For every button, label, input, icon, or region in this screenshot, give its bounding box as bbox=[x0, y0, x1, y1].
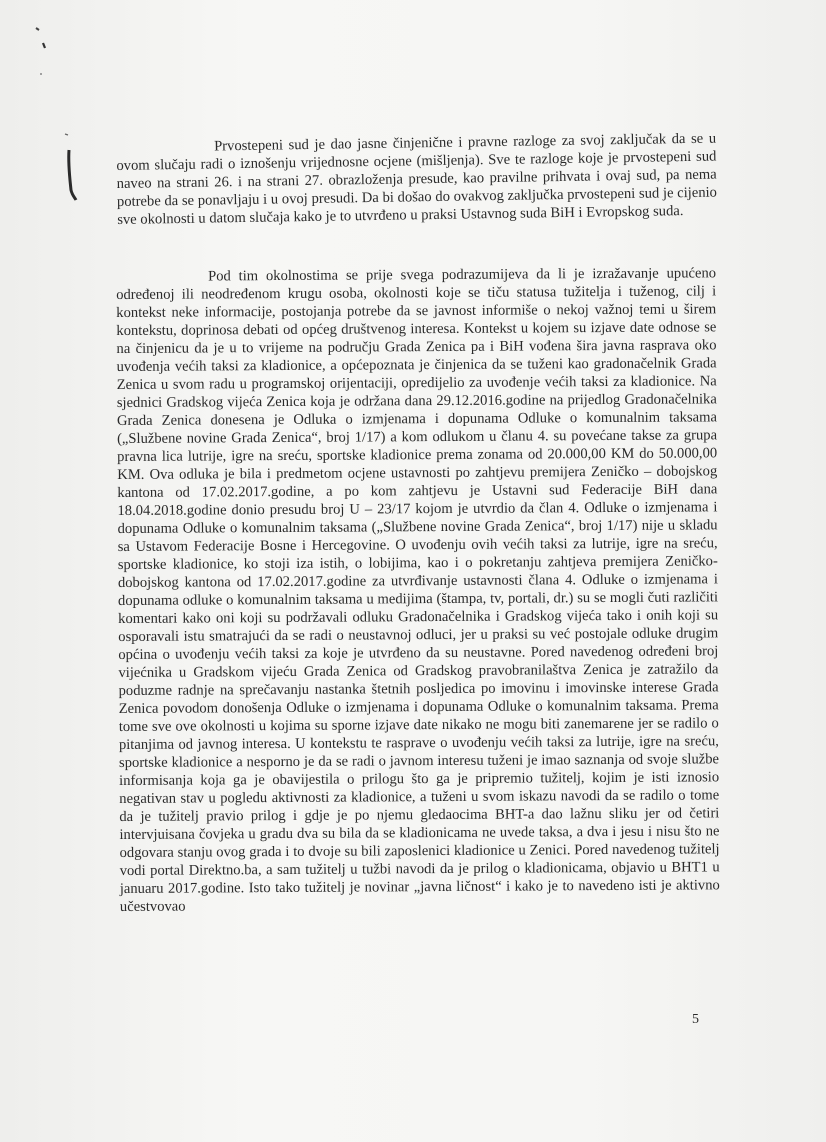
binding-mark-icon bbox=[56, 130, 86, 210]
paragraph-1: Prvostepeni sud je dao jasne činjenične i pravne razloge za svoj zaključak da se u ovom slučaju radi o iznošenju vrijednosne ocjene (mišljenja). Sve te razloge koje je prvostepeni sud naveo na strani 26. i na strani 27. obrazloženja presude, kao pravilne prihvata i ovaj sud, pa nema potrebe da se ponavljaju i u ovoj presudi. Da bi došao do ovakvog zaključka prvostepeni sud je cijenio sve okolnosti u datom slučaja kako je to utvrđeno u praksi Ustavnog suda BiH i Evropskog suda. bbox=[116, 130, 718, 228]
staple-mark-icon bbox=[30, 22, 60, 82]
paragraph-2: Pod tim okolnostima se prije svega podrazumijeva da li je izražavanje upućeno određenoj ili neodređenom krugu osoba, okolnosti koje se tiču statusa tužitelja i tuženog, cilj i kontekst neke informacije, postojanja potrebe da se javnost informiše o nekoj važnoj temi u širem kontekstu, doprinosa debati od općeg društvenog interesa. Kontekst u kojem su izjave date odnose se na činjenicu da je u to vrijeme na području Grada Zenica pa i BiH vođena šira javna rasprava oko uvođenja većih taksi za kladionice, a općepoznata je činjenica da se tuženi kao gradonačelnik Grada Zenica u svom radu u programskoj orijentaciji, opredijelio za uvođenje većih taksi za kladionice. Na sjednici Gradskog vijeća Zenica koja je održana dana 29.12.2016.godine na prijedlog Gradonačelnika Grada Zenica donesena je Odluka o izmjenama i dopunama Odluke o komunalnim taksama („Službene novine Grada Zenica“, broj 1/17) a kom odlukom u članu 4. su povećane takse za grupa pravna lica lutrije, igre na sreću, sportske kladionice prema zonama od 20.000,00 KM do 50.000,00 KM. Ova odluka je bila i predmetom ocjene ustavnosti po zahtjevu premijera Zeničko – dobojskog kantona od 17.02.2017.godine, a po kom zahtjevu je Ustavni sud Federacije BiH dana 18.04.2018.godine donio presudu broj U – 23/17 kojom je utvrdio da član 4. Odluke o izmjenama i dopunama Odluke o komunalnim taksama („Službene novine Grada Zenica“, broj 1/17) nije u skladu sa Ustavom Federacije Bosne i Hercegovine. O uvođenju ovih većih taksi za lutrije, igre na sreću, sportske kladionice, ko stoji iza istih, o lobijima, kao i o pokretanju zahtjeva premijera Zeničko-dobojskog kantona od 17.02.2017.godine za utvrđivanje ustavnosti člana 4. Odluke o izmjenama i dopunama odluke o komunalnim taksama u medijima (štampa, tv, portali, dr.) su se mogli čuti različiti komentari kako oni koji su podržavali odluku Gradonačelnika i Gradskog vijeća tako i onih koji su osporavali istu smatrajući da se radi o neustavnoj odluci, jer u praksi su već postojale odluke drugim općina o uvođenju većih taksi za koje je utvrđeno da su neustavne. Pored navedenog određeni broj vijećnika u Gradskom vijeću Grada Zenica od Gradskog pravobranilaštva Zenica je zatražilo da poduzme radnje na sprečavanju nastanka štetnih posljedica po imovinu i imovinske interese Grada Zenica povodom donošenja Odluke o izmjenama i dopunama Odluke o komunalnim taksama. Prema tome sve ove okolnosti u kojima su sporne izjave date nikako ne mogu biti zanemarene jer se radilo o pitanjima od javnog interesa. U kontekstu te rasprave o uvođenju većih taksi za lutrije, igre na sreću, sportske kladionice a nesporno je da se radi o javnom interesu tuženi je imao saznanja od svoje službe informisanja koja ga je obavijestila o prilogu što ga je pripremio tužitelj, kojim je isti iznosio negativan stav u pogledu aktivnosti za kladionice, a tuženi u svom iskazu navodi da se radilo o tome da je tužitelj pravio prilog i gdje je po njemu gledaocima BHT-a dao lažnu sliku jer od četiri intervjuisana čovjeka u gradu dva su bila da se kladionicama ne uvede taksa, a dva i jesu i nisu što ne odgovara stanju ovog grada i to dvoje su bili zaposlenici kladionice u Zenici. Pored navedenog tužitelj vodi portal Direktno.ba, a sam tužitelj u tužbi navodi da je prilog o kladionicama, objavio u BHT1 u januaru 2017.godine. Isto tako tužitelj je novinar „javna ličnost“ i kako je to navedeno isti je aktivno učestvovao bbox=[116, 265, 720, 915]
page-number: 5 bbox=[692, 1012, 699, 1027]
